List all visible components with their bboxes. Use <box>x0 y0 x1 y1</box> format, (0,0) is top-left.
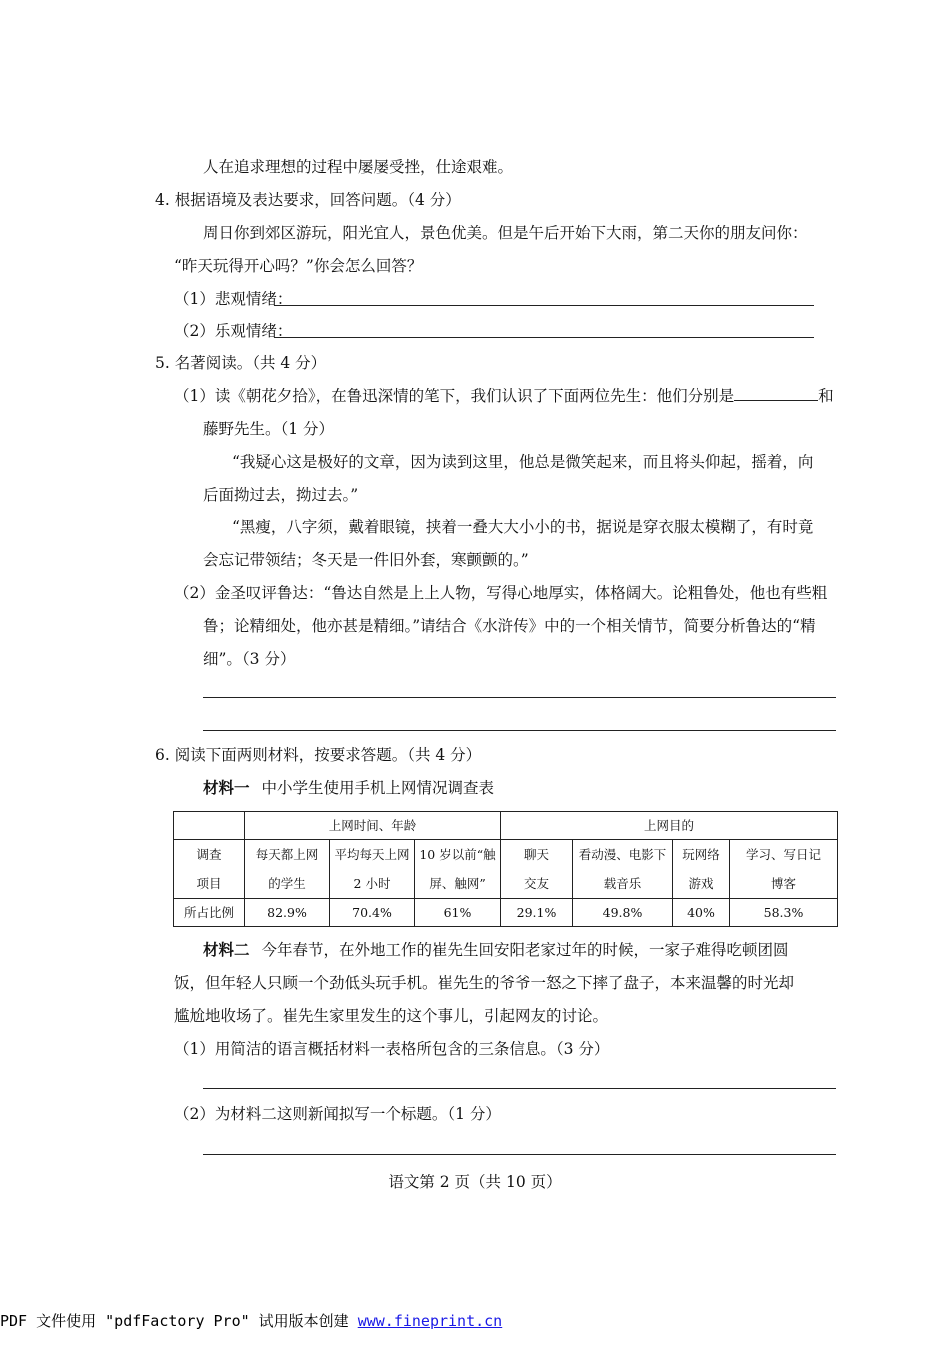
answer-line-4-1[interactable] <box>274 305 814 306</box>
table-value-2: 70.4% <box>330 899 415 927</box>
table-item-5: 看动漫、电影下 载音乐 <box>573 840 673 899</box>
answer-line-6-1[interactable] <box>203 1088 836 1089</box>
answer-line-4-2[interactable] <box>274 337 814 338</box>
material-1-heading <box>203 778 494 798</box>
table-row-groups <box>174 812 838 840</box>
quote-2-line-2: 会忘记带领结；冬天是一件旧外套，寒颤颤的。” <box>203 551 529 569</box>
table-group-purpose: 上网目的 <box>501 812 838 840</box>
question-4-prompt-2: “昨天玩得开心吗？”你会怎么回答？ <box>174 257 423 275</box>
question-4-2-label: （2）乐观情绪： <box>174 322 293 340</box>
table-item-1: 每天都上网 的学生 <box>245 840 330 899</box>
answer-line-6-2[interactable] <box>203 1154 836 1155</box>
table-value-4: 29.1% <box>501 899 573 927</box>
table-item-6: 玩网络 游戏 <box>673 840 730 899</box>
table-value-5: 49.8% <box>573 899 673 927</box>
table-value-1: 82.9% <box>245 899 330 927</box>
material-2-line-3: 尴尬地收场了。崔先生家里发生的这个事儿，引起网友的讨论。 <box>174 1007 609 1025</box>
table-item-4: 聊天 交友 <box>501 840 573 899</box>
question-5-1-line-1 <box>174 386 834 406</box>
question-5-2-line-2: 鲁；论精细处，他亦甚是精细。”请结合《水浒传》中的一个相关情节，简要分析鲁达的“精 <box>203 617 816 635</box>
material-1-title: 中小学生使用手机上网情况调查表 <box>261 779 495 797</box>
question-5-1-line-2: 藤野先生。（1 分） <box>203 420 335 438</box>
question-5-2-line-3: 细”。（3 分） <box>203 650 296 668</box>
line-continuation: 人在追求理想的过程中屡屡受挫，仕途艰难。 <box>203 158 514 176</box>
material-2-line-1 <box>203 940 789 960</box>
table-value-7: 58.3% <box>730 899 838 927</box>
watermark-text: PDF 文件使用 "pdfFactory Pro" 试用版本创建 <box>0 1312 358 1330</box>
question-5-2-line-1: （2）金圣叹评鲁达：“鲁达自然是上上人物，写得心地厚实，体格阔大。论粗鲁处，他也有些粗 <box>174 584 828 602</box>
table-row-header-ratio: 所占比例 <box>174 899 245 927</box>
question-5-1-text: （1）读《朝花夕拾》，在鲁迅深情的笔下，我们认识了下面两位先生：他们分别是 <box>174 387 735 405</box>
material-1-label: 材料一 <box>203 778 250 797</box>
question-4-prompt-1: 周日你到郊区游玩，阳光宜人，景色优美。但是午后开始下大雨，第二天你的朋友问你： <box>203 224 808 242</box>
material-2-text-1: 今年春节，在外地工作的崔先生回安阳老家过年的时候，一家子难得吃顿团圆 <box>261 941 789 959</box>
answer-line-5-2-b[interactable] <box>203 730 836 731</box>
pdffactory-watermark <box>0 1310 502 1331</box>
question-6-heading: 6. 阅读下面两则材料，按要求答题。（共 4 分） <box>155 746 482 764</box>
material-2-label: 材料二 <box>203 940 250 959</box>
question-4-1-label: （1）悲观情绪： <box>174 290 293 308</box>
answer-line-5-2-a[interactable] <box>203 697 836 698</box>
question-5-heading: 5. 名著阅读。（共 4 分） <box>155 354 327 372</box>
question-6-1: （1）用简洁的语言概括材料一表格所包含的三条信息。（3 分） <box>174 1040 610 1058</box>
table-value-3: 61% <box>415 899 501 927</box>
table-item-3: 10 岁以前“触 屏、触网” <box>415 840 501 899</box>
table-value-6: 40% <box>673 899 730 927</box>
material-2-line-2: 饭，但年轻人只顾一个劲低头玩手机。崔先生的爷爷一怒之下摔了盘子，本来温馨的时光却 <box>174 974 795 992</box>
quote-1-line-2: 后面拗过去，拗过去。” <box>203 486 359 504</box>
question-6-2: （2）为材料二这则新闻拟写一个标题。（1 分） <box>174 1105 501 1123</box>
quote-1-line-1: “我疑心这是极好的文章，因为读到这里，他总是微笑起来，而且将头仰起，摇着，向 <box>232 453 814 471</box>
question-4-heading: 4. 根据语境及表达要求，回答问题。（4 分） <box>155 191 461 209</box>
table-item-2: 平均每天上网 2 小时 <box>330 840 415 899</box>
answer-blank-5-1[interactable] <box>734 386 818 401</box>
table-row-ratios <box>174 899 838 927</box>
table-row-items <box>174 840 838 899</box>
page-footer: 语文第 2 页（共 10 页） <box>388 1173 562 1191</box>
survey-table <box>173 811 838 927</box>
table-row-header-items: 调查 项目 <box>174 840 245 899</box>
table-corner-cell <box>174 812 245 840</box>
table-item-7: 学习、写日记 博客 <box>730 840 838 899</box>
table-group-time-age: 上网时间、年龄 <box>245 812 501 840</box>
quote-2-line-1: “黑瘦，八字须，戴着眼镜，挟着一叠大大小小的书，据说是穿衣服太模糊了，有时竟 <box>232 518 814 536</box>
question-5-1-and: 和 <box>818 387 834 405</box>
watermark-link[interactable]: www.fineprint.cn <box>357 1312 503 1330</box>
